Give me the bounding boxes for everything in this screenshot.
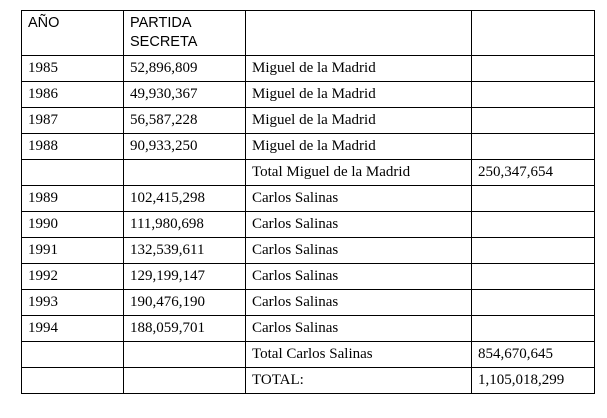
cell-total xyxy=(472,134,595,160)
cell-year: 1992 xyxy=(22,264,124,290)
cell-year: 1990 xyxy=(22,212,124,238)
cell-president: Miguel de la Madrid xyxy=(246,134,472,160)
cell-total: 250,347,654 xyxy=(472,160,595,186)
cell-president: Miguel de la Madrid xyxy=(246,108,472,134)
cell-year xyxy=(22,160,124,186)
table-row xyxy=(22,212,595,238)
cell-amount: 188,059,701 xyxy=(124,316,246,342)
cell-president: Carlos Salinas xyxy=(246,238,472,264)
table-row xyxy=(22,160,595,186)
cell-amount: 49,930,367 xyxy=(124,82,246,108)
table-row xyxy=(22,316,595,342)
table-header-row xyxy=(22,11,595,56)
cell-year: 1989 xyxy=(22,186,124,212)
cell-amount: 90,933,250 xyxy=(124,134,246,160)
cell-amount xyxy=(124,160,246,186)
cell-year: 1994 xyxy=(22,316,124,342)
header-partida-secreta: PARTIDA SECRETA xyxy=(124,11,246,56)
table-row xyxy=(22,238,595,264)
cell-total xyxy=(472,82,595,108)
cell-president: TOTAL: xyxy=(246,368,472,394)
cell-total xyxy=(472,212,595,238)
cell-year: 1987 xyxy=(22,108,124,134)
table-row xyxy=(22,290,595,316)
table-row xyxy=(22,56,595,82)
header-year: AÑO xyxy=(22,11,124,56)
table-row xyxy=(22,368,595,394)
table-row xyxy=(22,186,595,212)
cell-total xyxy=(472,264,595,290)
cell-total xyxy=(472,238,595,264)
table-body xyxy=(22,11,595,394)
cell-amount: 52,896,809 xyxy=(124,56,246,82)
cell-year: 1991 xyxy=(22,238,124,264)
cell-total xyxy=(472,186,595,212)
cell-total: 854,670,645 xyxy=(472,342,595,368)
table-row xyxy=(22,134,595,160)
table-row xyxy=(22,342,595,368)
cell-year: 1986 xyxy=(22,82,124,108)
cell-amount: 56,587,228 xyxy=(124,108,246,134)
cell-president: Carlos Salinas xyxy=(246,290,472,316)
cell-year: 1993 xyxy=(22,290,124,316)
cell-amount: 190,476,190 xyxy=(124,290,246,316)
partida-secreta-table xyxy=(21,10,595,394)
cell-president: Carlos Salinas xyxy=(246,264,472,290)
cell-president: Carlos Salinas xyxy=(246,186,472,212)
table-row xyxy=(22,264,595,290)
cell-total: 1,105,018,299 xyxy=(472,368,595,394)
table-row xyxy=(22,82,595,108)
cell-total xyxy=(472,290,595,316)
cell-year xyxy=(22,342,124,368)
cell-president: Carlos Salinas xyxy=(246,212,472,238)
cell-amount: 129,199,147 xyxy=(124,264,246,290)
cell-president: Total Carlos Salinas xyxy=(246,342,472,368)
cell-president: Carlos Salinas xyxy=(246,316,472,342)
cell-president: Miguel de la Madrid xyxy=(246,82,472,108)
cell-amount: 102,415,298 xyxy=(124,186,246,212)
cell-year: 1985 xyxy=(22,56,124,82)
header-total xyxy=(472,11,595,56)
cell-total xyxy=(472,108,595,134)
cell-year: 1988 xyxy=(22,134,124,160)
cell-amount xyxy=(124,342,246,368)
table-row xyxy=(22,108,595,134)
cell-total xyxy=(472,56,595,82)
header-president xyxy=(246,11,472,56)
cell-year xyxy=(22,368,124,394)
cell-amount: 111,980,698 xyxy=(124,212,246,238)
cell-amount xyxy=(124,368,246,394)
cell-amount: 132,539,611 xyxy=(124,238,246,264)
cell-president: Miguel de la Madrid xyxy=(246,56,472,82)
cell-total xyxy=(472,316,595,342)
cell-president: Total Miguel de la Madrid xyxy=(246,160,472,186)
